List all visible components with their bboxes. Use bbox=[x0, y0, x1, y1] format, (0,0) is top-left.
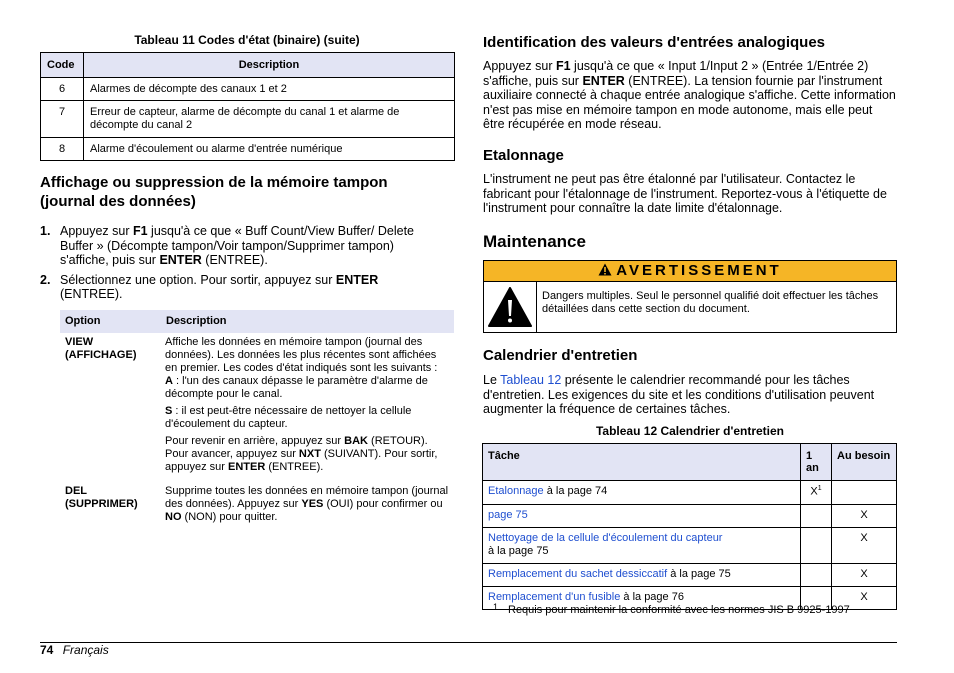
hazard-icon bbox=[488, 287, 532, 327]
table-row: Remplacement du sachet dessiccatif à la page 75 X bbox=[483, 564, 897, 587]
footer-divider bbox=[40, 642, 897, 643]
table-row: page 75 X bbox=[483, 505, 897, 528]
footnote-mark: 1 bbox=[493, 602, 499, 612]
step-2: 2. Sélectionnez une option. Pour sortir, appuyez sur ENTER (ENTREE). bbox=[40, 272, 379, 301]
table11-caption: Tableau 11 Codes d'état (binaire) (suite) bbox=[134, 33, 360, 47]
option-view-name: VIEW (AFFICHAGE) bbox=[65, 336, 137, 361]
col-header-year: 1 an bbox=[801, 444, 832, 481]
col-header-description: Description bbox=[84, 53, 455, 78]
warning-triangle-icon bbox=[598, 263, 612, 276]
warning-text: Dangers multiples. Seul le personnel qualifié doit effectuer les tâches détaillées dans cette section du document. bbox=[542, 290, 879, 315]
step-1: 1. Appuyez sur F1 jusqu'à ce que « Buff Count/View Buffer/ Delete Buffer » (Décompte tampon/Voir tampon/Supprimer tampon) s'affiche, puis sur ENTER (ENTREE). bbox=[40, 224, 415, 267]
page-number: 74 bbox=[40, 643, 54, 657]
analog-section-text: Appuyez sur F1 jusqu'à ce que « Input 1/Input 2 » (Entrée 1/Entrée 2) s'affiche, puis sur ENTER (ENTREE). La tension fournie par l'instrument auxiliaire connecté à chaque entrée analogique s'affiche. Cette information n'est pas mise en mémoire tampon en mode autonome, mais elle peut être récupérée en mode réseau. bbox=[483, 59, 896, 131]
col-header-as-needed: Au besoin bbox=[832, 444, 897, 481]
page-footer bbox=[40, 643, 109, 657]
maintenance-title: Maintenance bbox=[483, 232, 586, 251]
table-row: 8 Alarme d'écoulement ou alarme d'entrée numérique bbox=[41, 138, 455, 161]
table12-caption: Tableau 12 Calendrier d'entretien bbox=[595, 424, 785, 438]
option-view-description: Affiche les données en mémoire tampon (journal des données). Les données les plus récentes sont affichées en premier. Les codes d'état indiqués sont les suivants : A : l'un des canaux dépasse le paramètre d'alarme de décompte pour le canal. S : il est peut-être nécessaire de nettoyer la cellule d'écoulement du capteur. Pour revenir en arrière, appuyez sur BAK (RETOUR). Pour avancer, appuyez sur NXT (SUIVANT). Pour sortir, appuyez sur ENTER (ENTREE). bbox=[165, 336, 438, 473]
status-code-table bbox=[40, 52, 455, 161]
calibration-text: L'instrument ne peut pas être étalonné par l'utilisateur. Contactez le fabricant pour l'étalonnage de l'instrument. Reportez-vous à l'étiquette de l'instrument pour connaître la date limite d'étalonnage. bbox=[483, 172, 887, 215]
table-row: 7 Erreur de capteur, alarme de décompte du canal 1 et alarme de décompte du canal 2 bbox=[41, 101, 455, 138]
buffer-steps bbox=[40, 224, 440, 302]
col-header-code: Code bbox=[41, 53, 84, 78]
buffer-section-title: Affichage ou suppression de la mémoire tampon (journal des données) bbox=[40, 174, 388, 210]
table-row: Nettoyage de la cellule d'écoulement du capteur à la page 75 X bbox=[483, 528, 897, 564]
footnote-text: Requis pour maintenir la conformité avec les normes JIS B 9925-1997 bbox=[508, 604, 850, 616]
warning-box bbox=[483, 260, 897, 333]
footer-language: Français bbox=[62, 643, 109, 657]
options-table-header: Option Description bbox=[60, 310, 454, 333]
table-row: 6 Alarmes de décompte des canaux 1 et 2 bbox=[41, 78, 455, 101]
table-row: Etalonnage à la page 74 $X^1$ bbox=[483, 481, 897, 505]
option-del-description: Supprime toutes les données en mémoire tampon (journal des données). Appuyez sur YES (OUI) pour confirmer ou NO (NON) pour quitter. bbox=[165, 485, 449, 523]
warning-header: AVERTISSEMENT bbox=[483, 260, 897, 282]
schedule-title: Calendrier d'entretien bbox=[483, 347, 638, 364]
schedule-text: Le Tableau 12 présente le calendrier recommandé pour les tâches d'entretien. Les exigences du site et les conditions d'utilisation peuvent augmenter la fréquence de certaines tâches. bbox=[483, 373, 875, 416]
maintenance-schedule-table bbox=[482, 443, 897, 610]
calibration-title: Etalonnage bbox=[483, 147, 564, 164]
table12-link[interactable]: Tableau 12 bbox=[500, 373, 562, 387]
table-row: Remplacement d'un fusible à la page 76 X bbox=[483, 587, 897, 610]
option-del-name: DEL (SUPPRIMER) bbox=[65, 485, 138, 510]
analog-section-title: Identification des valeurs d'entrées analogiques bbox=[483, 34, 825, 51]
col-header-task: Tâche bbox=[483, 444, 801, 481]
